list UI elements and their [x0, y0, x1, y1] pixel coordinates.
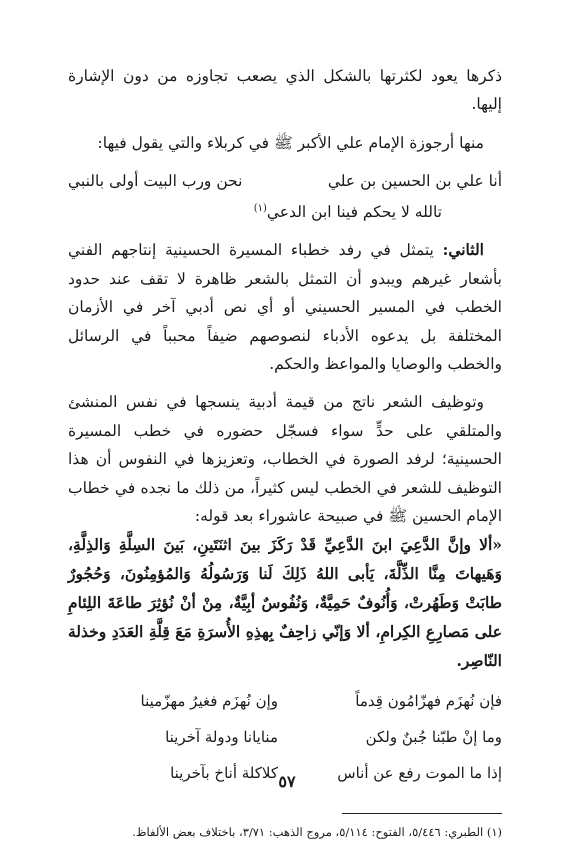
footnote-marker: (١) [253, 203, 267, 215]
poem-hemistich-second: منايانا ودولة آخرينا [165, 728, 278, 747]
footnote-divider [342, 813, 502, 814]
poem-hemistich-first: إذا ما الموت رفع عن أناس [337, 764, 502, 783]
paragraph-second-point [68, 236, 502, 378]
second-point-label: الثاني: [442, 240, 484, 260]
verse-line-2-text: تالله لا يحكم فينا ابن الدعي [266, 203, 442, 222]
quoted-sermon: «ألا وإنَّ الدَّعِيَ ابنَ الدَّعِيِّ قَدْ رَكَزَ بينَ اثنَتَينِ، بَينَ السِلَّةِ وَالذِلَّةِ، وَهَيهاتَ مِنَّا الذِّلَّةَ، يَأبى اللهُ ذَلِكَ لَنا وَرَسُولُهُ وَالمُؤمِنُونَ، وَحُجُورٌ طابَتْ وَطَهُرتْ، وَأُنُوفٌ حَمِيَّةٌ، وَنُفُوسٌ أبِيَّةٌ، مِنْ أنْ نُؤثِرَ طاعَةَ اللِئامِ على مَصارِعِ الكِرامِ، ألا وَإنّي زاحِفٌ بِهذِهِ الأُسرَةِ مَعَ قِلَّةِ العَدَدِ وخذلة النّاصِر. [68, 535, 502, 671]
verse-hemistich-1: أنا علي بن الحسين بن علي [327, 172, 502, 191]
verse-line-1 [68, 167, 502, 195]
poem-hemistich-second: وإن نُهزَم فغيرُ مهزّمينا [140, 692, 278, 711]
verse-line-2 [68, 195, 502, 226]
paragraph-continuation: ذكرها يعود لكثرتها بالشكل الذي يصعب تجاوزه من دون الإشارة إليها. [68, 67, 502, 114]
poem-hemistich-second: كلاكلة أناخ بآخرينا [170, 764, 278, 783]
poem-line [68, 719, 502, 755]
verse-hemistich-2: نحن ورب البيت أولى بالنبي [68, 172, 243, 191]
paragraph-poetry-usage: وتوظيف الشعر ناتج من قيمة أدبية ينسجها في نفس المنشئ والمتلقي على حدٍّ سواء فسجّل حضوره في خطب المسيرة الحسينية؛ لرفد الصورة في الخطاب، وتعزيزها في النفوس أن هذا التوظيف للشعر في الخطب ليس كثيراً، من ذلك ما نجده في خطاب الإمام الحسين ﷺ في صبيحة عاشوراء بعد قوله: [68, 393, 502, 526]
footnote: (١) الطبري: ٥/٤٤٦، الفتوح: ٥/١١٤، مروج الذهب: ٣/٧١، باختلاف بعض الألفاظ. [132, 825, 502, 840]
poem-hemistich-first: فإن نُهزَم فهزّامُون قِدماً [355, 692, 502, 711]
poem-line [68, 683, 502, 719]
page-number: ٥٧ [278, 772, 296, 791]
poem-hemistich-first: وما إنْ طبّنا جُبنٌ ولكن [365, 728, 502, 747]
second-point-text: يتمثل في رفد خطباء المسيرة الحسينية إنتاجهم الفني بأشعار غيرهم ويبدو أن التمثل بالشعر ظاهرة لا تقف عند حدود الخطب في المسير الحسيني أو أي نص أدبي آخر في الأزمان المختلفة بل يدعوه الأدباء لنصوصهم ضيفاً محبباً في الرسائل والخطب والوصايا والمواعظ والحكم. [68, 241, 502, 373]
paragraph-urjuza-intro: منها أرجوزة الإمام علي الأكبر ﷺ في كربلاء والتي يقول فيها: [97, 133, 484, 152]
